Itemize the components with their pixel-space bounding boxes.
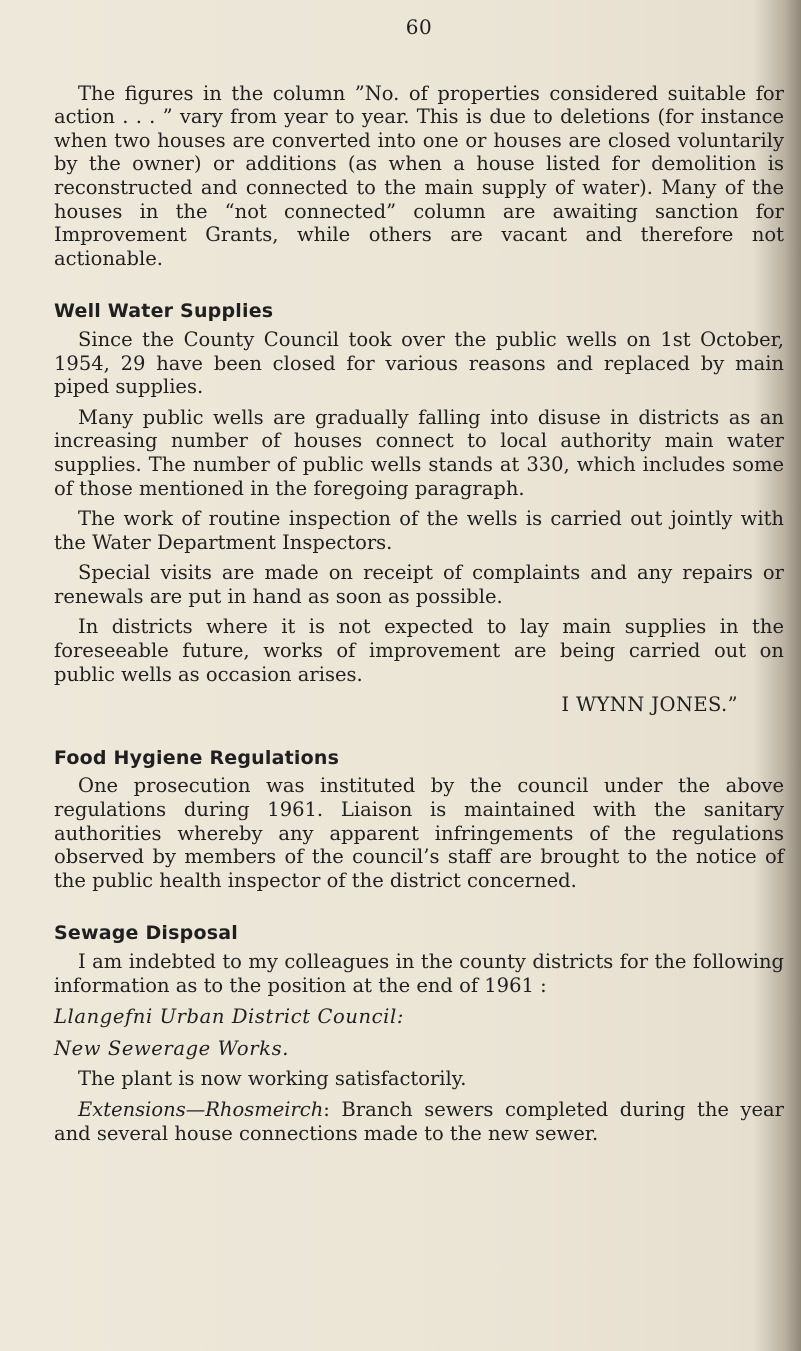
page-number: 60 [405, 15, 433, 39]
food-hygiene-paragraph: One prosecution was instituted by the council under the above regulations during 1961. Liaison is maintained with the sanitary authorities whereby any apparent infringements of the regulations observed by members of the council’s staff are brought to the notice of the public health inspector of the district concerned. [54, 774, 784, 892]
page-content [54, 16, 784, 1145]
signature: I WYNN JONES.” [561, 693, 738, 717]
well-water-paragraph: In districts where it is not expected to lay main supplies in the foreseeable future, works of improvement are being carried out on public wells as occasion arises. [54, 615, 784, 686]
sewage-section [54, 922, 784, 1145]
well-water-paragraph: The work of routine inspection of the wells is carried out jointly with the Water Department Inspectors. [54, 507, 784, 554]
well-water-heading: Well Water Supplies [54, 300, 274, 323]
well-water-paragraph: Since the County Council took over the public wells on 1st October, 1954, 29 have been closed for various reasons and replaced by main piped supplies. [54, 327, 784, 399]
well-water-paragraph: Many public wells are gradually falling into disuse in districts as an increasing number of houses connect to local authority main water supplies. The number of public wells stands at 330, which includes some of those mentioned in the foregoing paragraph. [54, 405, 784, 500]
extensions-label: Extensions—Rhosmeirch [78, 1097, 324, 1121]
well-water-section [54, 300, 784, 717]
sewerage-works-subheading: New Sewerage Works. [54, 1036, 289, 1060]
intro-paragraph: The figures in the column ”No. of properties considered suitable for action . . . ” vary from year to year. This is due to deletions (for instance when two houses are converted into one or houses are closed voluntarily by the owner) or additions (as when a house listed for demolition is reconstructed and connected to the main supply of water). Many of the houses in the “not connected” column are awaiting sanction for Improvement Grants, while others are vacant and therefore not actionable. [54, 81, 784, 270]
extensions-text: : Branch sewers completed during the year and several house connections made to the new sewer. [54, 1097, 784, 1145]
extensions-paragraph [54, 1098, 784, 1145]
sewage-heading: Sewage Disposal [54, 922, 238, 945]
well-water-paragraph: Special visits are made on receipt of complaints and any repairs or renewals are put in hand as soon as possible. [54, 561, 784, 608]
food-hygiene-section [54, 747, 784, 893]
council-name: Llangefni Urban District Council: [54, 1005, 404, 1029]
food-hygiene-heading: Food Hygiene Regulations [54, 746, 340, 769]
plant-status: The plant is now working satisfactorily. [78, 1067, 467, 1091]
sewage-paragraph: I am indebted to my colleagues in the county districts for the following information as to the position at the end of 1961 : [54, 950, 784, 997]
